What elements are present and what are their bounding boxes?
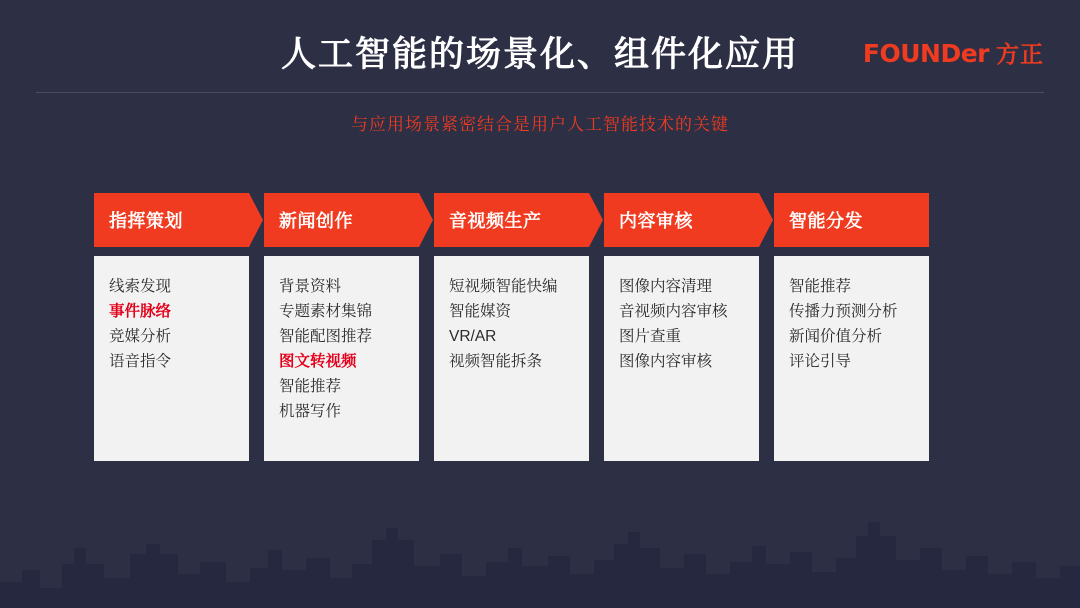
arrow-right-icon [759,193,773,247]
list-item: 事件脉络 [109,303,172,320]
flow-column-3-title: 音视频生产 [449,211,542,231]
list-item: 背景资料 [279,278,342,295]
flow-column-5-header [774,193,929,247]
arrow-right-icon [419,193,433,247]
flow-column-1-body [94,256,249,461]
page-title: 人工智能的场景化、组件化应用 [280,35,799,74]
brand-logo-wordmark: FOUNDer [862,39,989,68]
flow-column-1-header [94,193,249,247]
list-item: 智能媒资 [449,303,512,320]
list-item: VR/AR [449,328,497,345]
flow-column-2-title: 新闻创作 [279,211,353,231]
list-item: 智能推荐 [279,378,342,395]
city-skyline-decoration [0,478,1080,608]
brand-logo [863,36,1044,69]
flow-column-2-body [264,256,419,461]
list-item: 图片查重 [619,328,682,345]
list-item: 音视频内容审核 [619,303,728,320]
header-divider [36,92,1044,93]
list-item: 智能推荐 [789,278,852,295]
list-item: 短视频智能快编 [449,278,558,295]
list-item: 竞媒分析 [109,328,172,345]
flow-column-4-body [604,256,759,461]
list-item: 传播力预测分析 [789,303,898,320]
flow-column-3-header [434,193,589,247]
list-item: 图文转视频 [279,353,357,370]
list-item: 评论引导 [789,353,852,370]
list-item: 视频智能拆条 [449,353,543,370]
flow-column-1 [94,193,249,461]
arrow-right-icon [589,193,603,247]
list-item: 专题素材集锦 [279,303,373,320]
list-item: 图像内容审核 [619,353,713,370]
page-subtitle: 与应用场景紧密结合是用户人工智能技术的关键 [351,115,729,134]
flow-diagram [94,193,998,461]
list-item: 机器写作 [279,403,342,420]
flow-column-3-body [434,256,589,461]
list-item: 线索发现 [109,278,172,295]
flow-column-2-header [264,193,419,247]
flow-column-4-header [604,193,759,247]
flow-column-5 [774,193,929,461]
flow-column-4 [604,193,759,461]
brand-logo-chinese: 方正 [996,41,1044,67]
list-item: 新闻价值分析 [789,328,883,345]
list-item: 语音指令 [109,353,172,370]
list-item: 图像内容清理 [619,278,713,295]
flow-column-3 [434,193,589,461]
flow-column-1-title: 指挥策划 [109,211,183,231]
flow-column-2 [264,193,419,461]
list-item: 智能配图推荐 [279,328,373,345]
arrow-right-icon [249,193,263,247]
flow-column-5-title: 智能分发 [789,211,863,231]
flow-column-5-body [774,256,929,461]
flow-column-4-title: 内容审核 [619,211,693,231]
